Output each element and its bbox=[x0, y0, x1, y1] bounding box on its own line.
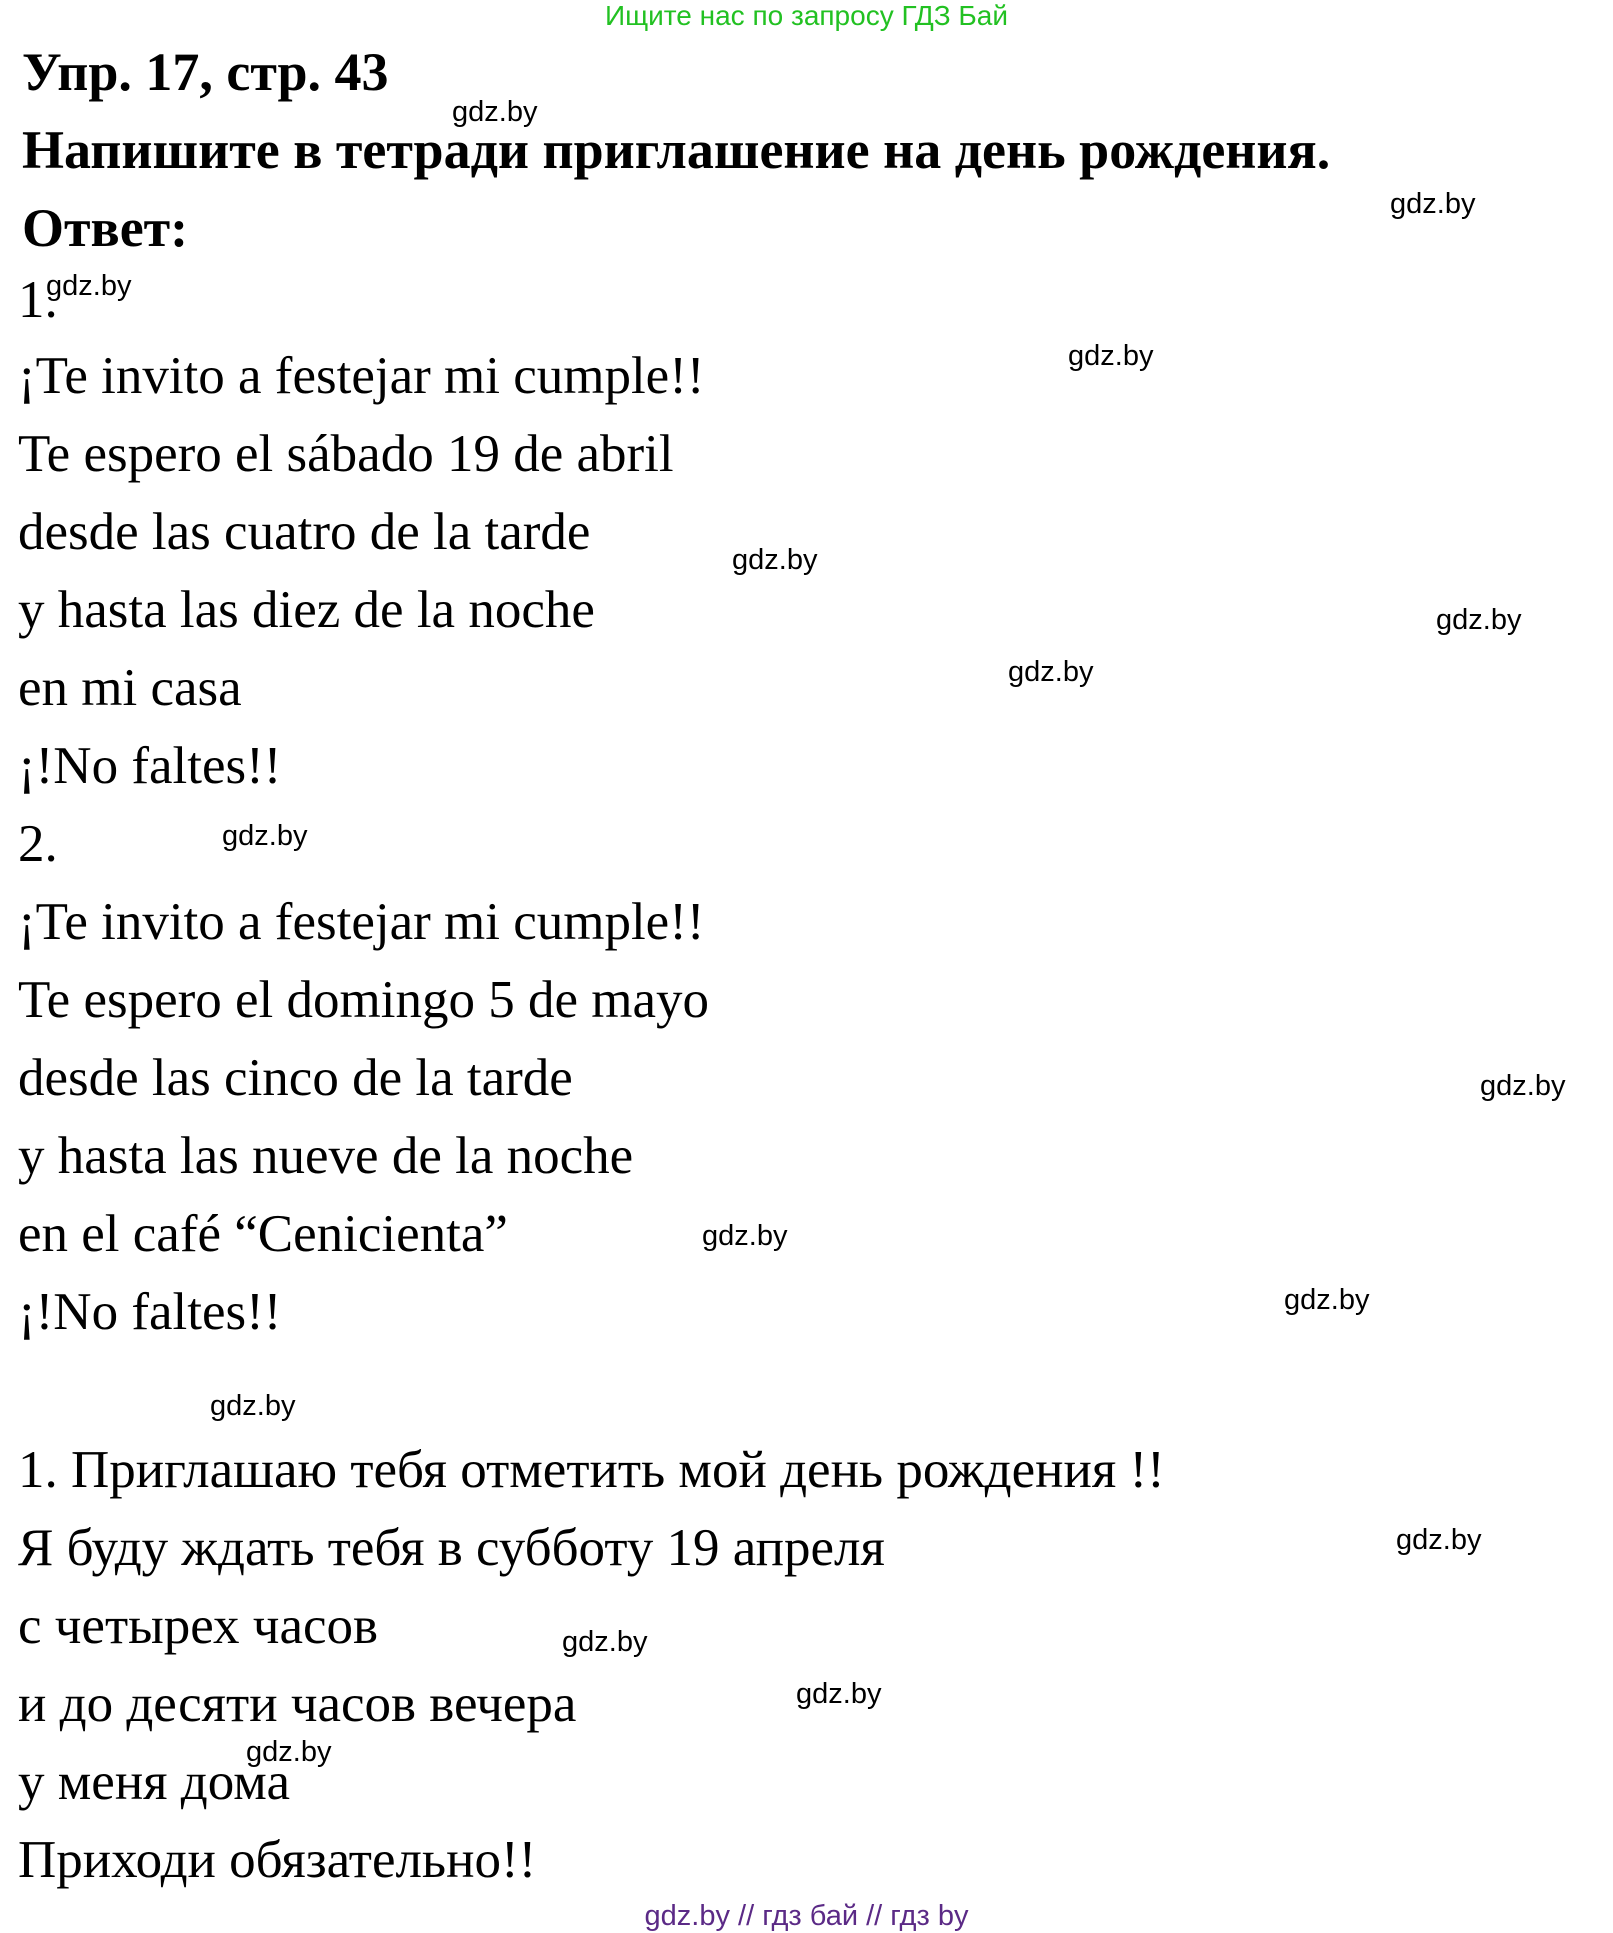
watermark: gdz.by bbox=[1068, 340, 1154, 372]
watermark: gdz.by bbox=[1284, 1284, 1370, 1316]
watermark: gdz.by bbox=[452, 96, 538, 128]
invitation-2-number: 2. bbox=[18, 815, 58, 873]
watermark: gdz.by bbox=[1396, 1524, 1482, 1556]
invitation-2-line: ¡Te invito a festejar mi cumple!! bbox=[18, 893, 705, 951]
invitation-2-line: en el café “Cenicienta” bbox=[18, 1205, 508, 1263]
watermark: gdz.by bbox=[246, 1736, 332, 1768]
watermark: gdz.by bbox=[1480, 1070, 1566, 1102]
translation-line: и до десяти часов вечера bbox=[18, 1675, 577, 1733]
invitation-1-line: en mi casa bbox=[18, 659, 242, 717]
answer-label: Ответ: bbox=[22, 198, 189, 258]
watermark: gdz.by bbox=[702, 1220, 788, 1252]
watermark: gdz.by bbox=[796, 1678, 882, 1710]
translation-line: с четырех часов bbox=[18, 1597, 379, 1655]
watermark: gdz.by bbox=[562, 1626, 648, 1658]
invitation-2-line: desde las cinco de la tarde bbox=[18, 1049, 573, 1107]
watermark: gdz.by bbox=[1390, 188, 1476, 220]
invitation-1-line: desde las cuatro de la tarde bbox=[18, 503, 591, 561]
watermark: gdz.by bbox=[732, 544, 818, 576]
task-text: Напишите в тетради приглашение на день рождения. bbox=[22, 120, 1331, 180]
watermark: gdz.by bbox=[1008, 656, 1094, 688]
watermark: gdz.by bbox=[46, 270, 132, 302]
translation-line: Я буду ждать тебя в субботу 19 апреля bbox=[18, 1519, 885, 1577]
translation-line: 1. Приглашаю тебя отметить мой день рождения !! bbox=[18, 1441, 1165, 1499]
invitation-1-line: Te espero el sábado 19 de abril bbox=[18, 425, 674, 483]
invitation-2-line: Te espero el domingo 5 de mayo bbox=[18, 971, 709, 1029]
translation-line: Приходи обязательно!! bbox=[18, 1831, 537, 1889]
invitation-1-line: ¡!No faltes!! bbox=[18, 737, 282, 795]
top-banner: Ищите нас по запросу ГДЗ Бай bbox=[604, 0, 1009, 31]
translation-line: у меня дома bbox=[18, 1753, 290, 1811]
invitation-1-line: y hasta las diez de la noche bbox=[18, 581, 595, 639]
watermark: gdz.by bbox=[1436, 604, 1522, 636]
watermark: gdz.by bbox=[222, 820, 308, 852]
invitation-1-line: ¡Te invito a festejar mi cumple!! bbox=[18, 347, 705, 405]
footer-links: gdz.by // гдз бай // гдз by bbox=[644, 1900, 969, 1932]
invitation-1-number: 1. bbox=[18, 271, 58, 329]
watermark: gdz.by bbox=[210, 1390, 296, 1422]
invitation-2-line: y hasta las nueve de la noche bbox=[18, 1127, 634, 1185]
exercise-title: Упр. 17, стр. 43 bbox=[22, 42, 389, 102]
invitation-2-line: ¡!No faltes!! bbox=[18, 1283, 282, 1341]
